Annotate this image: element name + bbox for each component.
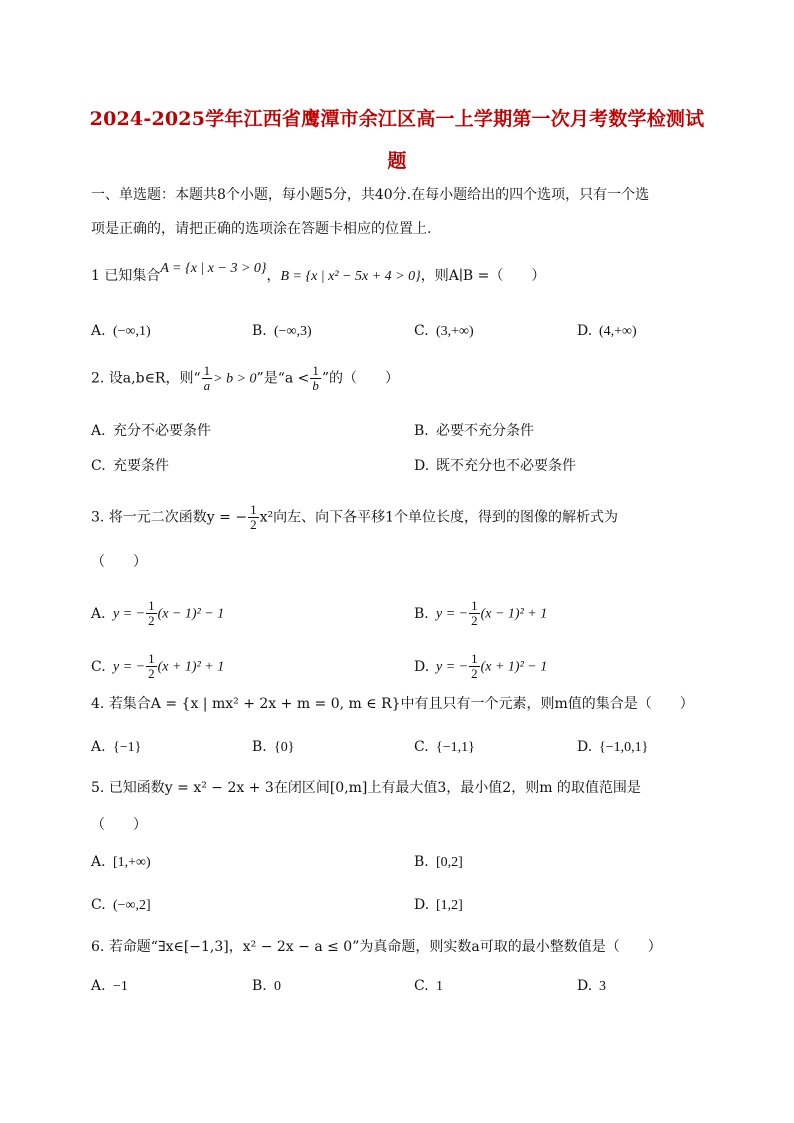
q4-option-c[interactable] bbox=[414, 737, 475, 758]
question-tail: x²向左、向下各平移1个单位长度，得到的图像的解析式为 bbox=[259, 509, 619, 526]
set-b-expression: B = {x | x² − 5x + 4 > 0} bbox=[280, 269, 421, 284]
option-label: D. bbox=[414, 458, 430, 474]
option-value: 必要不充分条件 bbox=[436, 423, 534, 439]
question-number: 6. bbox=[91, 939, 105, 955]
option-label: A. bbox=[91, 423, 106, 439]
condition-tail: > b > 0 bbox=[213, 371, 257, 387]
question-text: 已知集合 bbox=[104, 268, 161, 284]
q6-option-d[interactable] bbox=[577, 976, 606, 997]
option-value: 0 bbox=[274, 979, 281, 994]
option-label: D. bbox=[577, 739, 593, 755]
option-lead: y = − bbox=[436, 606, 469, 622]
fraction-one-half bbox=[248, 503, 259, 532]
fraction-numerator: 1 bbox=[148, 651, 155, 666]
q4-option-d[interactable] bbox=[577, 737, 648, 758]
option-label: D. bbox=[577, 323, 593, 339]
option-value: 1 bbox=[436, 979, 443, 994]
q4-option-a[interactable] bbox=[91, 737, 141, 758]
option-label: D. bbox=[577, 978, 593, 994]
q1-option-b[interactable] bbox=[252, 321, 312, 342]
option-label: B. bbox=[414, 854, 429, 870]
option-lead: y = − bbox=[113, 606, 146, 622]
option-label: B. bbox=[252, 739, 267, 755]
q3-option-b[interactable] bbox=[414, 599, 547, 628]
question-3 bbox=[91, 503, 711, 532]
option-label: B. bbox=[252, 978, 267, 994]
section-instructions-continued: 项是正确的，请把正确的选项涂在答题卡相应的位置上. bbox=[91, 221, 432, 237]
option-label: C. bbox=[91, 658, 106, 675]
question-number: 3. bbox=[91, 509, 105, 526]
q6-option-b[interactable] bbox=[252, 976, 281, 997]
separator: ， bbox=[266, 268, 281, 284]
option-label: B. bbox=[414, 605, 429, 622]
question-5 bbox=[91, 778, 711, 798]
option-value: (−∞,1) bbox=[113, 324, 151, 339]
option-value: (3,+∞) bbox=[436, 324, 474, 339]
q5-option-a[interactable] bbox=[91, 852, 151, 873]
q1-option-c[interactable] bbox=[414, 321, 474, 342]
question-text: 若命题“∃x∈[−1,3]，x² − 2x − a ≤ 0”为真命题，则实数a可取的最小整数值是（ ） bbox=[108, 939, 662, 955]
fraction-one-half bbox=[146, 599, 157, 628]
fraction-denominator: 2 bbox=[471, 666, 478, 681]
fraction-denominator: 2 bbox=[471, 613, 478, 628]
fraction-numerator: 1 bbox=[203, 363, 211, 378]
option-value: 既不充分也不必要条件 bbox=[436, 458, 576, 474]
option-lead: y = − bbox=[436, 659, 469, 675]
q3-option-a[interactable] bbox=[91, 599, 224, 628]
option-value: {0} bbox=[274, 740, 295, 755]
option-label: C. bbox=[414, 323, 429, 339]
fraction-numerator: 1 bbox=[471, 651, 478, 666]
q6-option-a[interactable] bbox=[91, 976, 128, 997]
option-label: D. bbox=[414, 897, 430, 913]
option-value: (−∞,2] bbox=[113, 898, 151, 913]
option-label: A. bbox=[91, 978, 106, 994]
option-value: 充要条件 bbox=[113, 458, 169, 474]
fraction-one-half bbox=[146, 652, 157, 681]
q4-option-b[interactable] bbox=[252, 737, 294, 758]
question-text: 设a,b∈R，则“ bbox=[108, 370, 201, 387]
option-value: (4,+∞) bbox=[599, 324, 637, 339]
question-5-paren: （ ） bbox=[91, 817, 147, 833]
q6-option-c[interactable] bbox=[414, 976, 443, 997]
question-number: 1 bbox=[91, 268, 100, 284]
fraction-denominator: b bbox=[312, 378, 319, 393]
question-tail: ”的（ ） bbox=[321, 370, 400, 387]
question-3-paren: （ ） bbox=[91, 554, 147, 570]
option-label: B. bbox=[414, 423, 429, 439]
option-value: −1 bbox=[113, 979, 128, 994]
option-tail: (x + 1)² + 1 bbox=[157, 659, 225, 675]
q5-option-d[interactable] bbox=[414, 895, 463, 916]
set-a-expression: A = {x | x − 3 > 0} bbox=[160, 261, 267, 276]
q5-option-b[interactable] bbox=[414, 852, 463, 873]
question-number: 4. bbox=[91, 696, 105, 712]
q2-option-d[interactable] bbox=[414, 456, 576, 476]
question-text: 已知函数y = x² − 2x + 3在闭区间[0,m]上有最大值3，最小值2，则m 的取值范围是 bbox=[108, 780, 641, 796]
q5-option-c[interactable] bbox=[91, 895, 151, 916]
fraction-one-over-a bbox=[202, 364, 213, 393]
option-tail: (x − 1)² − 1 bbox=[157, 606, 225, 622]
option-value: 3 bbox=[599, 979, 606, 994]
q1-option-a[interactable] bbox=[91, 321, 151, 342]
option-label: A. bbox=[91, 605, 106, 622]
q2-option-b[interactable] bbox=[414, 421, 534, 441]
q2-option-a[interactable] bbox=[91, 421, 211, 441]
question-tail: ，则A∣B =（ ） bbox=[420, 268, 546, 284]
fraction-denominator: a bbox=[203, 378, 211, 393]
option-tail: (x + 1)² − 1 bbox=[480, 659, 548, 675]
option-label: C. bbox=[91, 458, 106, 474]
option-label: C. bbox=[414, 978, 429, 994]
option-value: (−∞,3) bbox=[274, 324, 312, 339]
fraction-one-over-b bbox=[310, 364, 321, 393]
fraction-denominator: 2 bbox=[250, 517, 257, 532]
option-lead: y = − bbox=[113, 659, 146, 675]
option-value: [1,2] bbox=[436, 898, 463, 913]
question-4 bbox=[91, 694, 711, 714]
option-value: {−1,1} bbox=[436, 740, 475, 755]
question-6 bbox=[91, 937, 711, 957]
section-instructions: 一、单选题：本题共8个小题，每小题5分，共40分.在每小题给出的四个选项，只有一个选 bbox=[91, 187, 650, 203]
question-2 bbox=[91, 364, 711, 393]
fraction-numerator: 1 bbox=[250, 502, 257, 517]
fraction-numerator: 1 bbox=[148, 598, 155, 613]
exam-title-continued: 题 bbox=[387, 150, 407, 172]
option-label: A. bbox=[91, 323, 106, 339]
option-label: A. bbox=[91, 854, 106, 870]
question-text: 若集合A = {x | mx² + 2x + m = 0, m ∈ R}中有且只有一个元素，则m值的集合是（ ） bbox=[108, 696, 694, 712]
option-value: {−1,0,1} bbox=[599, 740, 649, 755]
question-1 bbox=[91, 261, 711, 287]
q2-option-c[interactable] bbox=[91, 456, 169, 476]
q3-option-d[interactable] bbox=[414, 652, 547, 681]
fraction-one-half bbox=[469, 599, 480, 628]
option-value: {−1} bbox=[113, 740, 142, 755]
option-label: B. bbox=[252, 323, 267, 339]
exam-title: 2024-2025学年江西省鹰潭市余江区高一上学期第一次月考数学检测试 bbox=[89, 108, 705, 130]
fraction-numerator: 1 bbox=[312, 363, 319, 378]
option-value: [1,+∞) bbox=[113, 855, 151, 870]
option-value: [0,2] bbox=[436, 855, 463, 870]
question-number: 2. bbox=[91, 370, 105, 387]
option-label: A. bbox=[91, 739, 106, 755]
question-mid: ”是“a < bbox=[256, 370, 310, 387]
question-text: 将一元二次函数y = − bbox=[108, 509, 248, 526]
fraction-denominator: 2 bbox=[148, 613, 155, 628]
option-label: D. bbox=[414, 658, 430, 675]
option-tail: (x − 1)² + 1 bbox=[480, 606, 548, 622]
q3-option-c[interactable] bbox=[91, 652, 224, 681]
fraction-numerator: 1 bbox=[471, 598, 478, 613]
option-label: C. bbox=[91, 897, 106, 913]
q1-option-d[interactable] bbox=[577, 321, 637, 342]
fraction-one-half bbox=[469, 652, 480, 681]
fraction-denominator: 2 bbox=[148, 666, 155, 681]
option-label: C. bbox=[414, 739, 429, 755]
question-number: 5. bbox=[91, 780, 105, 796]
option-value: 充分不必要条件 bbox=[113, 423, 211, 439]
